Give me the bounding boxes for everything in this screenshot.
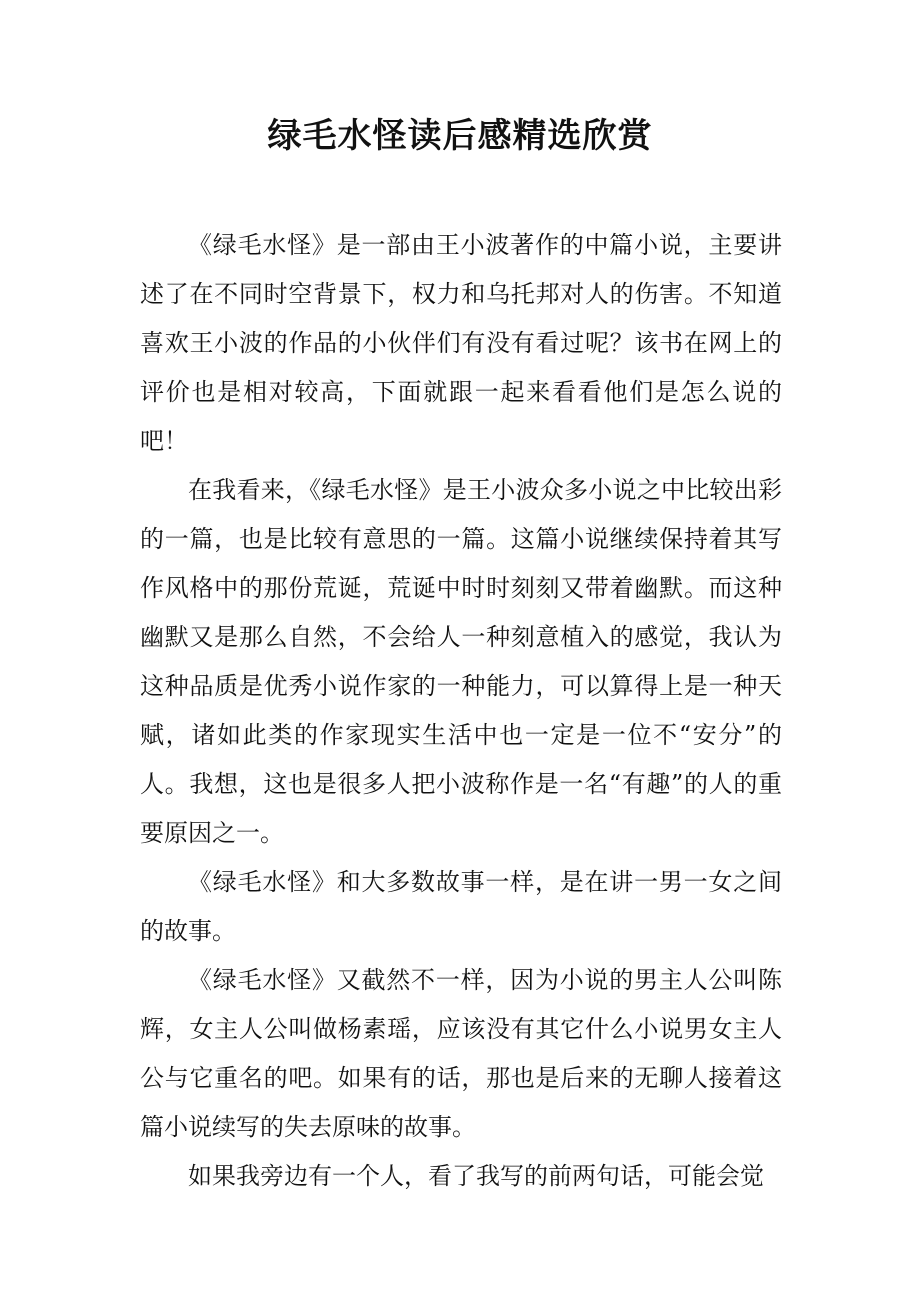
paragraph-3: 《绿毛水怪》和大多数故事一样，是在讲一男一女之间的故事。 xyxy=(140,868,782,945)
document-body xyxy=(140,221,782,1201)
paragraph-4: 《绿毛水怪》又截然不一样，因为小说的男主人公叫陈辉，女主人公叫做杨素瑶，应该没有其它什么小说男女主人公与它重名的吧。如果有的话，那也是后来的无聊人接着这篇小说续写的失去原味的故事。 xyxy=(140,966,782,1141)
document-title: 绿毛水怪读后感精选欣赏 xyxy=(267,116,653,156)
paragraph-1: 《绿毛水怪》是一部由王小波著作的中篇小说，主要讲述了在不同时空背景下，权力和乌托邦对人的伤害。不知道喜欢王小波的作品的小伙伴们有没有看过呢？该书在网上的评价也是相对较高，下面就跟一起来看看他们是怎么说的吧！ xyxy=(140,231,782,455)
paragraph-5: 如果我旁边有一个人，看了我写的前两句话，可能会觉 xyxy=(188,1162,764,1190)
paragraph-2: 在我看来，《绿毛水怪》是王小波众多小说之中比较出彩的一篇，也是比较有意思的一篇。这篇小说继续保持着其写作风格中的那份荒诞，荒诞中时时刻刻又带着幽默。而这种幽默又是那么自然，不会给人一种刻意植入的感觉，我认为这种品质是优秀小说作家的一种能力，可以算得上是一种天赋，诸如此类的作家现实生活中也一定是一位不“安分”的人。我想，这也是很多人把小波称作是一名“有趣”的人的重要原因之一。 xyxy=(140,476,782,847)
